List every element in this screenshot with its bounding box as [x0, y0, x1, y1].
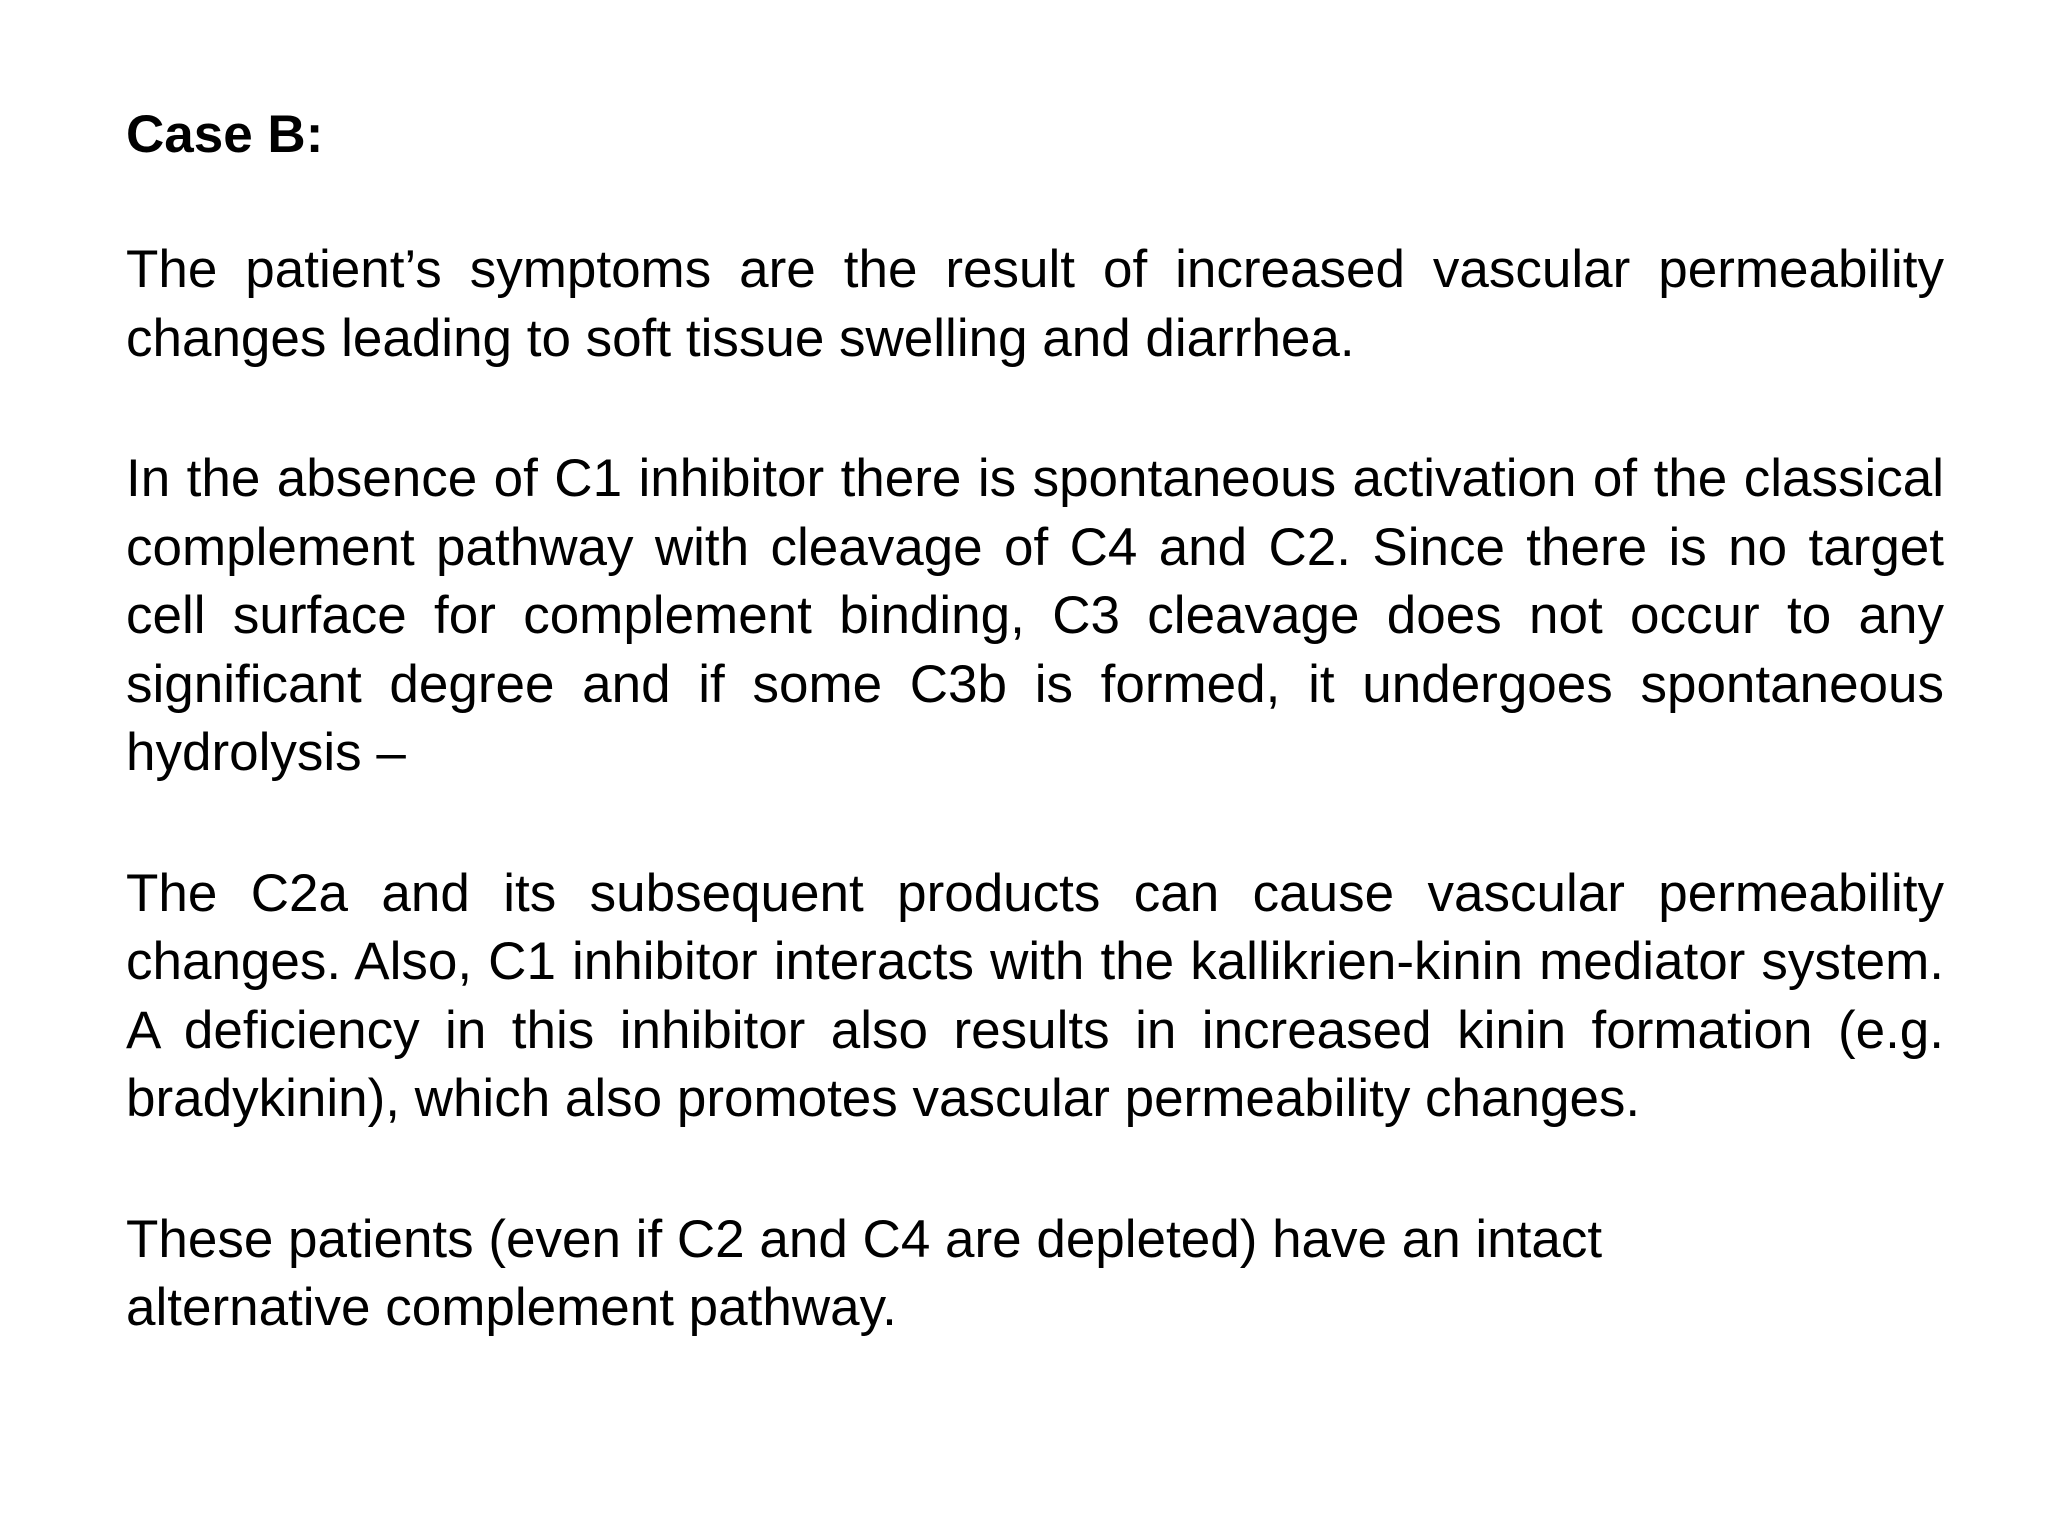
paragraph-symptoms: The patient’s symptoms are the result of increased vascular permeability changes leading to soft tissue swelling and diarrhea. [126, 240, 1944, 368]
slide-title: Case B: [126, 105, 324, 164]
paragraph-c1-inhibitor-absence: In the absence of C1 inhibitor there is spontaneous activation of the classical complement pathway with cleavage of C4 and C2. Since there is no target cell surface for complement binding, C3 cleavage does not occur to any significant degree and if some C3b is formed, it undergoes spontaneous hydrolysis – [126, 449, 1944, 782]
paragraph-alternative-pathway: These patients (even if C2 and C4 are depleted) have an intact alternative complement pathway. [126, 1209, 1603, 1337]
paragraph-c2a-products: The C2a and its subsequent products can cause vascular permeability changes. Also, C1 inhibitor interacts with the kallikrien-kinin mediator system. A deficiency in this inhibitor also results in increased kinin formation (e.g. bradykinin), which also promotes vascular permeability changes. [126, 863, 1944, 1128]
